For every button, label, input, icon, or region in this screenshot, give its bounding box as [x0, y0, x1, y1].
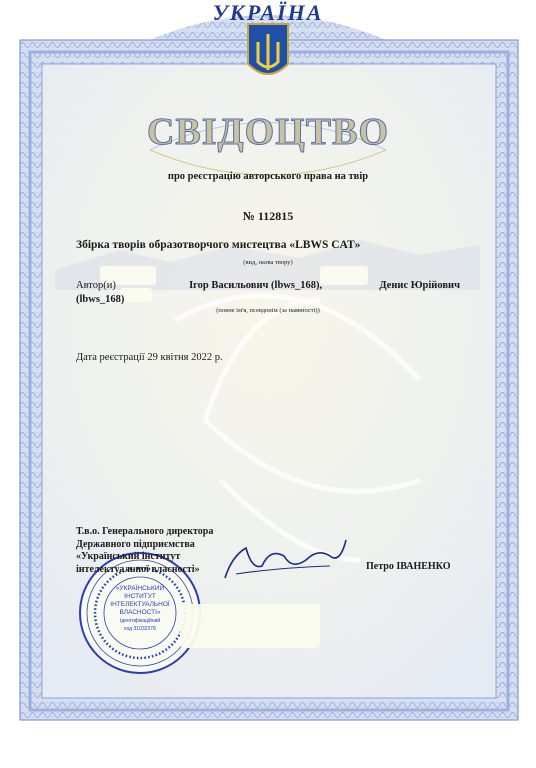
signer-line: Т.в.о. Генерального директора	[76, 526, 214, 537]
signer-name: Петро ІВАНЕНКО	[366, 561, 451, 572]
authors-label: Автор(и)	[76, 280, 116, 291]
signer-line: «Український інститут	[76, 551, 181, 562]
author-2-pseudonym: (lbws_168)	[76, 294, 125, 305]
stamp-line: ВЛАСНОСТІ»	[119, 609, 161, 616]
authors-block	[76, 279, 460, 307]
work-title-hint: (вид, назва твору)	[243, 259, 293, 266]
author-1-name: Ігор Васильович (lbws_168),	[189, 280, 323, 291]
country-header: УКРАЇНА	[212, 0, 324, 25]
authors-hint: (повне ім'я, псевдонім (за наявності))	[216, 307, 320, 314]
work-title: Збірка творів образотворчого мистецтва «LBWS CAT»	[76, 239, 361, 251]
author-2-name: Денис Юрійович	[379, 280, 460, 291]
certificate-number: № 112815	[242, 209, 294, 223]
official-stamp	[90, 585, 190, 633]
signer-line: Державного підприємства	[76, 538, 195, 550]
certificate-title: СВІДОЦТВО	[146, 111, 390, 153]
stamp-code: код 31032378	[124, 626, 156, 632]
signer-line: інтелектуальної власності»	[76, 563, 200, 575]
certificate-subtitle: про реєстрацію авторського права на твір	[167, 171, 369, 182]
stamp-code-label: Ідентифікаційний	[119, 618, 161, 624]
registration-date: Дата реєстрації 29 квітня 2022 р.	[76, 352, 223, 363]
stamp-line: ІНСТИТУТ	[124, 593, 156, 600]
signer-title	[76, 526, 213, 576]
stamp-line: «УКРАЇНСЬКИЙ	[115, 585, 165, 592]
stamp-line: ІНТЕЛЕКТУАЛЬНОЇ	[110, 601, 170, 608]
